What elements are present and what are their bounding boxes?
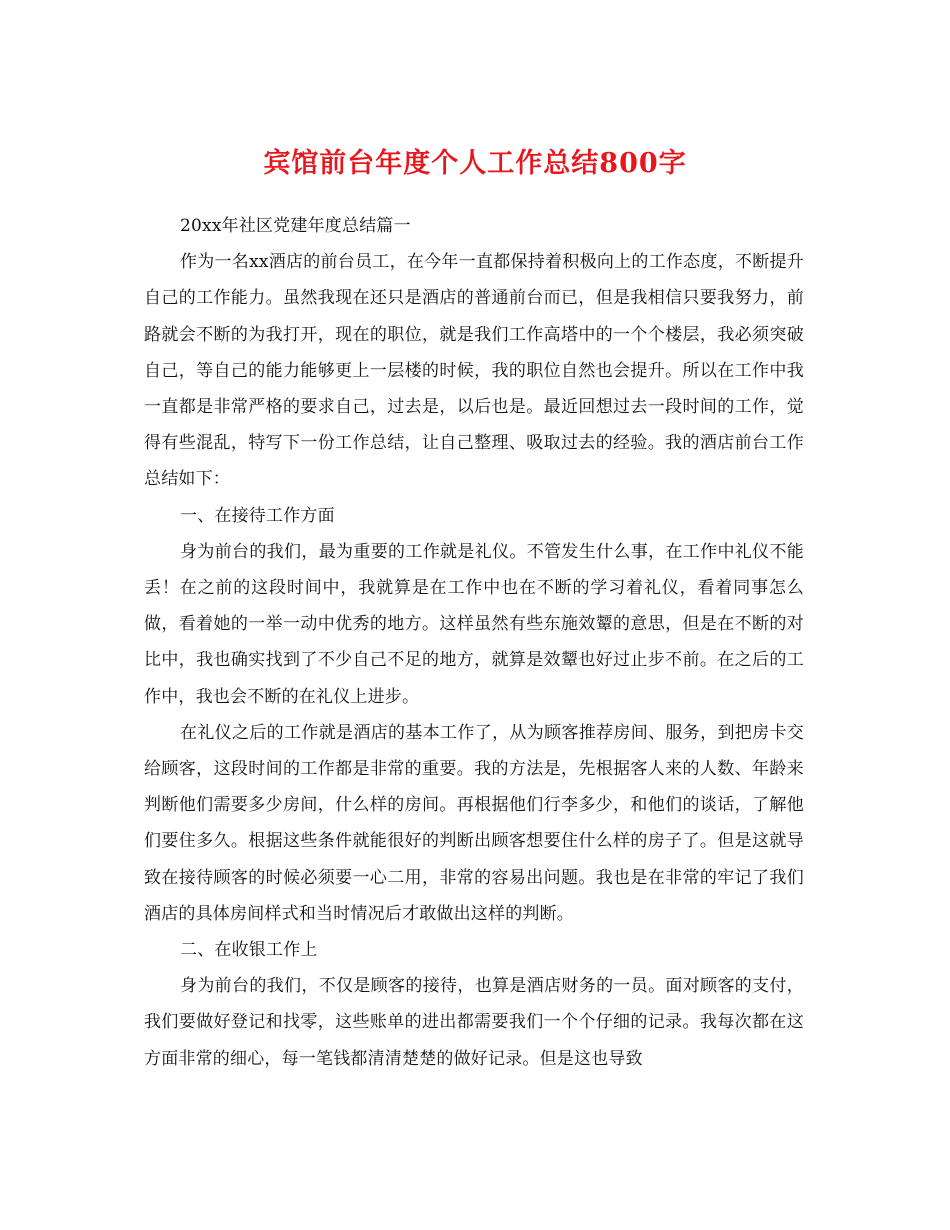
paragraph: 身为前台的我们，最为重要的工作就是礼仪。不管发生什么事，在工作中礼仪不能丢！在之前的这段时间中，我就算是在工作中也在不断的学习着礼仪，看着同事怎么做，看着她的一举一动中优秀的地方。这样虽然有些东施效颦的意思，但是在不断的对比中，我也确实找到了不少自己不足的地方，就算是效颦也好过止步不前。在之后的工作中，我也会不断的在礼仪上进步。 bbox=[144, 541, 804, 707]
document-title: 宾馆前台年度个人工作总结800字 bbox=[263, 148, 687, 180]
document-body bbox=[144, 208, 804, 1077]
paragraph: 身为前台的我们，不仅是顾客的接待，也算是酒店财务的一员。面对顾客的支付，我们要做好登记和找零，这些账单的进出都需要我们一个个仔细的记录。我每次都在这方面非常的细心，每一笔钱都清清楚楚的做好记录。但是这也导致 bbox=[144, 976, 804, 1069]
paragraph: 在礼仪之后的工作就是酒店的基本工作了，从为顾客推荐房间、服务，到把房卡交给顾客，这段时间的工作都是非常的重要。我的方法是，先根据客人来的人数、年龄来判断他们需要多少房间，什么样的房间。再根据他们行李多少，和他们的谈话，了解他们要住多久。根据这些条件就能很好的判断出顾客想要住什么样的房子了。但是这就导致在接待顾客的时候必须要一心二用，非常的容易出问题。我也是在非常的牢记了我们酒店的具体房间样式和当时情况后才敢做出这样的判断。 bbox=[144, 722, 804, 924]
section-heading: 20xx年社区党建年度总结篇一 bbox=[180, 216, 411, 236]
section-heading: 二、在收银工作上 bbox=[180, 940, 318, 961]
section-heading: 一、在接待工作方面 bbox=[180, 505, 335, 526]
paragraph: 作为一名xx酒店的前台员工，在今年一直都保持着积极向上的工作态度，不断提升自己的工作能力。虽然我现在还只是酒店的普通前台而已，但是我相信只要我努力，前路就会不断的为我打开，现在的职位，就是我们工作高塔中的一个个楼层，我必须突破自己，等自己的能力能够更上一层楼的时候，我的职位自然也会提升。所以在工作中我一直都是非常严格的要求自己，过去是，以后也是。最近回想过去一段时间的工作，觉得有些混乱，特写下一份工作总结，让自己整理、吸取过去的经验。我的酒店前台工作总结如下： bbox=[144, 252, 804, 490]
